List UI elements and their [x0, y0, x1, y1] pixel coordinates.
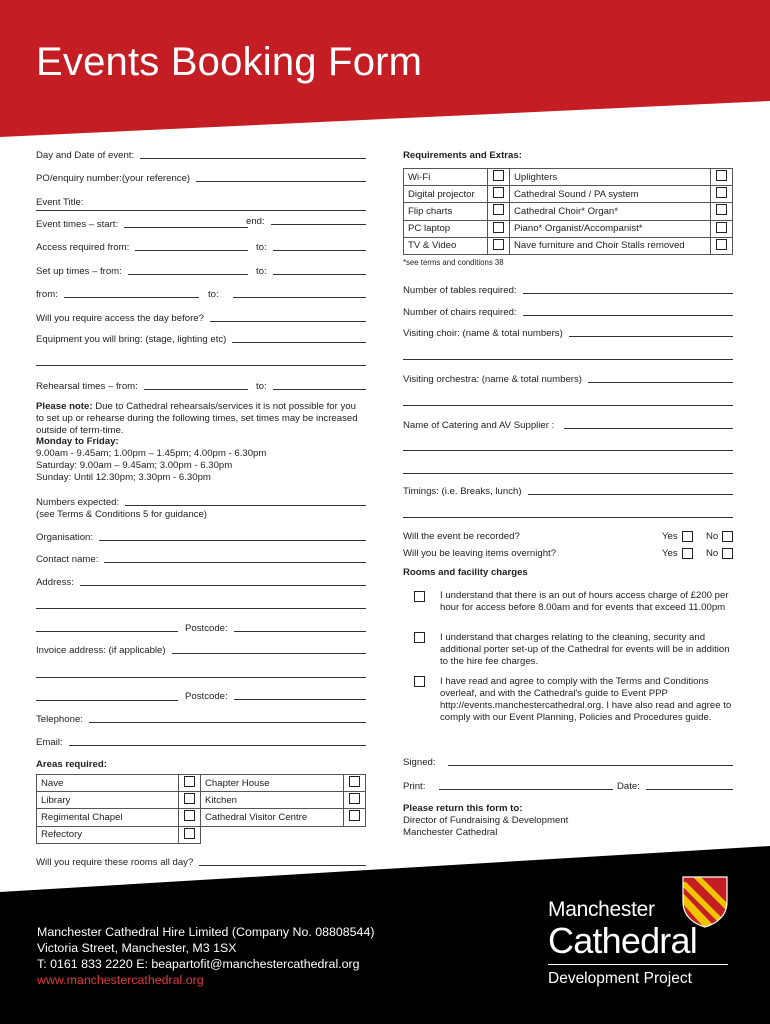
- timings-field[interactable]: [528, 494, 733, 495]
- setup-from-label: Set up times – from:: [36, 266, 122, 277]
- area-empty: [201, 826, 344, 843]
- checkbox-icon[interactable]: [682, 548, 693, 559]
- rehearsal-note: [36, 401, 366, 484]
- extras-row: [404, 203, 733, 220]
- logo: [548, 876, 738, 996]
- areas-table: [36, 774, 366, 844]
- invoice-postcode-label: Postcode:: [185, 691, 228, 702]
- note-text: Due to Cathedral rehearsals/services it is not possible for you to set up or rehearse during the following times, set times may be increased outside of term-time.: [36, 401, 358, 436]
- invoice-label: Invoice address: (if applicable): [36, 645, 166, 656]
- numbers-row: [36, 497, 366, 508]
- rehearsal-from-row: [36, 381, 248, 392]
- checkbox-icon[interactable]: [349, 793, 360, 804]
- access-from-label: Access required from:: [36, 242, 130, 253]
- area-label: Chapter House: [201, 775, 344, 792]
- extras-row: [404, 186, 733, 203]
- return-title: Please return this form to:: [403, 803, 523, 814]
- equipment-field-2[interactable]: [36, 365, 366, 366]
- checkbox-icon[interactable]: [493, 187, 504, 198]
- catering-row: [403, 420, 733, 431]
- print-label: Print:: [403, 781, 426, 792]
- extra-label: Cathedral Sound / PA system: [510, 186, 711, 203]
- checkbox-icon[interactable]: [184, 776, 195, 787]
- day-date-label: Day and Date of event:: [36, 150, 135, 161]
- extra-label: Uplighters: [510, 169, 711, 186]
- print-field[interactable]: [439, 789, 613, 790]
- access-to-row: [256, 242, 366, 253]
- area-checkbox[interactable]: [179, 826, 201, 843]
- timings-field-2[interactable]: [403, 517, 733, 518]
- extra-checkbox[interactable]: [488, 237, 510, 254]
- checkbox-icon[interactable]: [722, 548, 733, 559]
- extra-checkbox[interactable]: [711, 203, 733, 220]
- day-date-row: [36, 150, 366, 161]
- extra-checkbox[interactable]: [711, 186, 733, 203]
- catering-field[interactable]: [564, 428, 733, 429]
- email-field[interactable]: [69, 745, 366, 746]
- extra-label: Wi-Fi: [404, 169, 488, 186]
- event-start-label: Event times – start:: [36, 219, 119, 230]
- return-line-1: Director of Fundraising & Development: [403, 814, 569, 826]
- extras-row: [404, 237, 733, 254]
- checkbox-icon[interactable]: [493, 170, 504, 181]
- numbers-field[interactable]: [125, 505, 366, 506]
- address-row: [36, 577, 366, 588]
- access-to-label: to:: [256, 242, 267, 253]
- numbers-label: Numbers expected:: [36, 497, 120, 508]
- setup-from-field[interactable]: [128, 274, 248, 275]
- extra-label: Piano* Organist/Accompanist*: [510, 220, 711, 237]
- event-end-row: [246, 216, 366, 227]
- return-address: [403, 803, 568, 839]
- rooms-charges-title: Rooms and facility charges: [403, 567, 528, 578]
- areas-row: [37, 775, 366, 792]
- timings-label: Timings: (i.e. Breaks, lunch): [403, 486, 522, 497]
- po-label: PO/enquiry number:: [36, 173, 122, 184]
- recorded-no-label: No: [706, 531, 719, 542]
- logo-divider: [548, 964, 728, 965]
- day-before-label: Will you require access the day before?: [36, 313, 204, 324]
- rehearsal-from-field[interactable]: [144, 389, 248, 390]
- areas-row: [37, 826, 366, 843]
- overnight-yes-label: Yes: [662, 548, 678, 559]
- numbers-guidance: (see Terms & Conditions 5 for guidance): [36, 509, 207, 520]
- po-field[interactable]: [196, 181, 366, 182]
- event-title-label: Event Title:: [36, 197, 84, 208]
- checkbox-icon[interactable]: [349, 776, 360, 787]
- logo-manchester: Manchester: [548, 898, 655, 921]
- extra-checkbox[interactable]: [488, 203, 510, 220]
- area-label: Refectory: [37, 826, 179, 843]
- checkbox-icon[interactable]: [716, 204, 727, 215]
- checkbox-icon[interactable]: [716, 222, 727, 233]
- saturday-times: Saturday: 9.00am – 9.45am; 3.00pm - 6.30pm: [36, 459, 233, 471]
- checkbox-icon[interactable]: [716, 170, 727, 181]
- terms-item-3: I have read and agree to comply with the Terms and Conditions overleaf, and with the Cathedral's guide to Event PPP http://events.manchestercathedral.org. I have also read and agree to comply with our Event Planning, Policies and Procedures guide.: [440, 676, 732, 723]
- requirements-title: Requirements and Extras:: [403, 150, 522, 161]
- checkbox-icon[interactable]: [682, 531, 693, 542]
- overnight-question: Will you be leaving items overnight?: [403, 548, 557, 559]
- print-row: [403, 781, 613, 792]
- invoice-postcode-field[interactable]: [234, 699, 366, 700]
- catering-field-3[interactable]: [403, 473, 733, 474]
- signed-row: [403, 757, 733, 768]
- orchestra-field-2[interactable]: [403, 405, 733, 406]
- extra-checkbox[interactable]: [711, 237, 733, 254]
- checkbox-icon[interactable]: [493, 239, 504, 250]
- organisation-field[interactable]: [99, 540, 366, 541]
- access-from-field[interactable]: [135, 250, 248, 251]
- all-day-label: Will you require these rooms all day?: [36, 857, 194, 868]
- timings-row: [403, 486, 733, 497]
- choir-field[interactable]: [569, 336, 733, 337]
- date-row: [617, 781, 733, 792]
- po-hint: (your reference): [121, 173, 191, 184]
- event-start-row: [36, 219, 248, 230]
- address-field[interactable]: [80, 585, 366, 586]
- area-checkbox[interactable]: [344, 809, 366, 826]
- chairs-row: [403, 307, 733, 318]
- checkbox-icon[interactable]: [184, 793, 195, 804]
- day-date-field[interactable]: [140, 158, 366, 159]
- terms-footnote: *see terms and conditions 38: [403, 258, 504, 267]
- extra-label: Flip charts: [404, 203, 488, 220]
- checkbox-icon[interactable]: [184, 810, 195, 821]
- checkbox-icon[interactable]: [722, 531, 733, 542]
- postcode-row: [185, 623, 366, 634]
- recorded-yes-label: Yes: [662, 531, 678, 542]
- area-checkbox[interactable]: [179, 775, 201, 792]
- orchestra-label: Visiting orchestra: (name & total numbers): [403, 374, 582, 385]
- organisation-label: Organisation:: [36, 532, 94, 543]
- from-to-row: [208, 289, 366, 300]
- extra-label: PC laptop: [404, 220, 488, 237]
- area-label: Regimental Chapel: [37, 809, 179, 826]
- event-start-field[interactable]: [124, 227, 248, 228]
- orchestra-row: [403, 374, 733, 385]
- logo-development-project: Development Project: [548, 970, 692, 987]
- setup-from-row: [36, 266, 248, 277]
- checkbox-icon[interactable]: [716, 239, 727, 250]
- telephone-row: [36, 714, 366, 725]
- date-field[interactable]: [646, 789, 733, 790]
- area-label: Kitchen: [201, 792, 344, 809]
- checkbox-icon[interactable]: [414, 676, 425, 687]
- logo-cathedral: Cathedral: [548, 920, 697, 961]
- contact-field[interactable]: [104, 562, 366, 563]
- rehearsal-to-label: to:: [256, 381, 267, 392]
- checkbox-icon[interactable]: [493, 204, 504, 215]
- orchestra-field[interactable]: [588, 382, 733, 383]
- chairs-label: Number of chairs required:: [403, 307, 517, 318]
- mon-fri-times: 9.00am - 9.45am; 1.00pm – 1.45pm; 4.00pm - 6.30pm: [36, 448, 267, 460]
- area-checkbox[interactable]: [179, 809, 201, 826]
- event-end-label: end:: [246, 216, 265, 227]
- address-label: Address:: [36, 577, 74, 588]
- terms-item-1: I understand that there is an out of hours access charge of £200 per hour for access before 8.00am and for events that exceed 11.00pm: [440, 590, 729, 613]
- address-field-3[interactable]: [36, 631, 178, 632]
- catering-field-2[interactable]: [403, 450, 733, 451]
- extras-table: [403, 168, 733, 255]
- recorded-question: Will the event be recorded?: [403, 531, 520, 542]
- equipment-field[interactable]: [232, 342, 366, 343]
- terms-item-2: I understand that charges relating to the cleaning, security and additional porter set-up of the Cathedral for events will be in addition to the hire fee charges.: [440, 632, 730, 667]
- access-from-row: [36, 242, 248, 253]
- rehearsal-to-field[interactable]: [273, 389, 366, 390]
- email-row: [36, 737, 366, 748]
- setup-to-label: to:: [256, 266, 267, 277]
- equipment-label: Equipment you will bring: (stage, lighting etc): [36, 334, 227, 345]
- checkbox-icon[interactable]: [184, 828, 195, 839]
- day-before-row: [36, 313, 366, 324]
- postcode-label: Postcode:: [185, 623, 228, 634]
- extras-row: [404, 169, 733, 186]
- signed-label: Signed:: [403, 757, 436, 768]
- area-label: Nave: [37, 775, 179, 792]
- setup-to-field[interactable]: [273, 274, 366, 275]
- extra-checkbox[interactable]: [711, 169, 733, 186]
- contact-row: [36, 554, 366, 565]
- equipment-row: [36, 334, 366, 345]
- page-title: Events Booking Form: [36, 40, 423, 84]
- footer-phone-email: T: 0161 833 2220 E: beapartofit@manchestercathedral.org: [37, 957, 360, 971]
- mon-fri-label: Monday to Friday:: [36, 436, 119, 448]
- choir-row: [403, 328, 733, 339]
- postcode-field[interactable]: [234, 631, 366, 632]
- areas-required-label: Areas required:: [36, 759, 107, 770]
- from-to-field[interactable]: [233, 297, 366, 298]
- note-bold: Please note:: [36, 401, 93, 412]
- tables-field[interactable]: [523, 293, 733, 294]
- catering-label: Name of Catering and AV Supplier :: [403, 420, 555, 431]
- extra-checkbox[interactable]: [488, 186, 510, 203]
- overnight-no-label: No: [706, 548, 719, 559]
- rehearsal-to-row: [256, 381, 366, 392]
- area-checkbox[interactable]: [344, 775, 366, 792]
- extras-row: [404, 220, 733, 237]
- footer-contact: [37, 924, 374, 988]
- footer-company: Manchester Cathedral Hire Limited (Company No. 08808544): [37, 925, 375, 939]
- checkbox-icon[interactable]: [349, 810, 360, 821]
- rehearsal-from-label: Rehearsal times – from:: [36, 381, 138, 392]
- telephone-field[interactable]: [89, 722, 366, 723]
- organisation-row: [36, 532, 366, 543]
- checkbox-icon[interactable]: [716, 187, 727, 198]
- event-title-field[interactable]: [36, 210, 366, 211]
- extra-checkbox[interactable]: [488, 169, 510, 186]
- checkbox-icon[interactable]: [493, 222, 504, 233]
- address-field-2[interactable]: [36, 608, 366, 609]
- invoice-field[interactable]: [172, 653, 366, 654]
- from-field[interactable]: [64, 297, 199, 298]
- area-label: Library: [37, 792, 179, 809]
- area-checkbox[interactable]: [344, 792, 366, 809]
- extra-checkbox[interactable]: [711, 220, 733, 237]
- tables-row: [403, 285, 733, 296]
- setup-to-row: [256, 266, 366, 277]
- invoice-field-3[interactable]: [36, 700, 178, 701]
- checkbox-icon[interactable]: [414, 632, 425, 643]
- choir-field-2[interactable]: [403, 359, 733, 360]
- areas-row: [37, 809, 366, 826]
- checkbox-icon[interactable]: [414, 591, 425, 602]
- day-before-field[interactable]: [210, 321, 366, 322]
- telephone-label: Telephone:: [36, 714, 83, 725]
- email-label: Email:: [36, 737, 63, 748]
- po-row: [36, 173, 366, 184]
- extra-label: TV & Video: [404, 237, 488, 254]
- areas-row: [37, 792, 366, 809]
- area-empty: [344, 826, 366, 843]
- invoice-field-2[interactable]: [36, 677, 366, 678]
- from-row: [36, 289, 199, 300]
- signed-field[interactable]: [448, 765, 733, 766]
- contact-label: Contact name:: [36, 554, 99, 565]
- return-line-2: Manchester Cathedral: [403, 826, 498, 838]
- from-label: from:: [36, 289, 58, 300]
- extra-checkbox[interactable]: [488, 220, 510, 237]
- event-end-field[interactable]: [271, 224, 366, 225]
- sunday-times: Sunday: Until 12.30pm; 3.30pm - 6.30pm: [36, 471, 211, 483]
- area-label: Cathedral Visitor Centre: [201, 809, 344, 826]
- footer-street: Victoria Street, Manchester, M3 1SX: [37, 941, 237, 955]
- invoice-postcode-row: [185, 691, 366, 702]
- extra-label: Digital projector: [404, 186, 488, 203]
- chairs-field[interactable]: [523, 315, 733, 316]
- invoice-row: [36, 645, 366, 656]
- from-to-label: to:: [208, 289, 219, 300]
- footer-website-link[interactable]: www.manchestercathedral.org: [37, 973, 204, 987]
- tables-label: Number of tables required:: [403, 285, 517, 296]
- date-label: Date:: [617, 781, 640, 792]
- area-checkbox[interactable]: [179, 792, 201, 809]
- choir-label: Visiting choir: (name & total numbers): [403, 328, 563, 339]
- access-to-field[interactable]: [273, 250, 366, 251]
- extra-label: Nave furniture and Choir Stalls removed: [510, 237, 711, 254]
- extra-label: Cathedral Choir* Organ*: [510, 203, 711, 220]
